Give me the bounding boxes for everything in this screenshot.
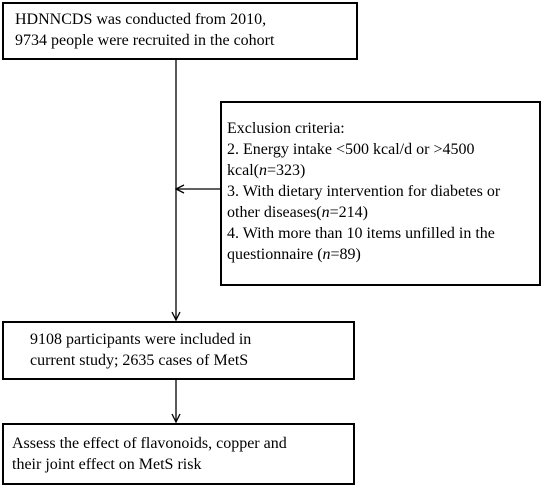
exclusion-criteria-box (220, 101, 541, 286)
exclusion-criterion-2-line-2 (227, 160, 539, 181)
criterion-2-text: kcal( (227, 162, 259, 179)
criterion-4-count: =89) (330, 246, 361, 263)
exclusion-criterion-3-line-2 (227, 202, 539, 223)
included-line-1: 9108 participants were included in (30, 331, 252, 348)
included-participants-box (2, 321, 355, 380)
criterion-2-count: =323) (266, 162, 306, 179)
cohort-line-1: HDNNCDS was conducted from 2010, (15, 11, 267, 28)
exclusion-criterion-4-line-2 (227, 244, 539, 265)
criterion-3-n: n (321, 204, 330, 221)
exclusion-criterion-4-line-1: 4. With more than 10 items unfilled in the (227, 225, 495, 242)
exclusion-criterion-3-line-1: 3. With dietary intervention for diabetes or (227, 183, 501, 200)
exclusion-criterion-2-line-1: 2. Energy intake <500 kcal/d or >4500 (227, 141, 475, 158)
included-line-2: current study; 2635 cases of MetS (30, 352, 249, 369)
exclusion-title: Exclusion criteria: (227, 120, 345, 137)
cohort-recruitment-box (2, 2, 358, 60)
assessment-line-1: Assess the effect of flavonoids, copper and (12, 435, 287, 452)
criterion-3-text: other diseases( (227, 204, 322, 221)
criterion-4-n: n (322, 246, 331, 263)
assessment-box (2, 423, 355, 485)
cohort-line-2: 9734 people were recruited in the cohort (15, 32, 275, 49)
assessment-line-2: their joint effect on MetS risk (12, 456, 202, 473)
criterion-2-n: n (258, 162, 267, 179)
criterion-3-count: =214) (329, 204, 368, 221)
criterion-4-text: questionnaire ( (227, 246, 323, 263)
